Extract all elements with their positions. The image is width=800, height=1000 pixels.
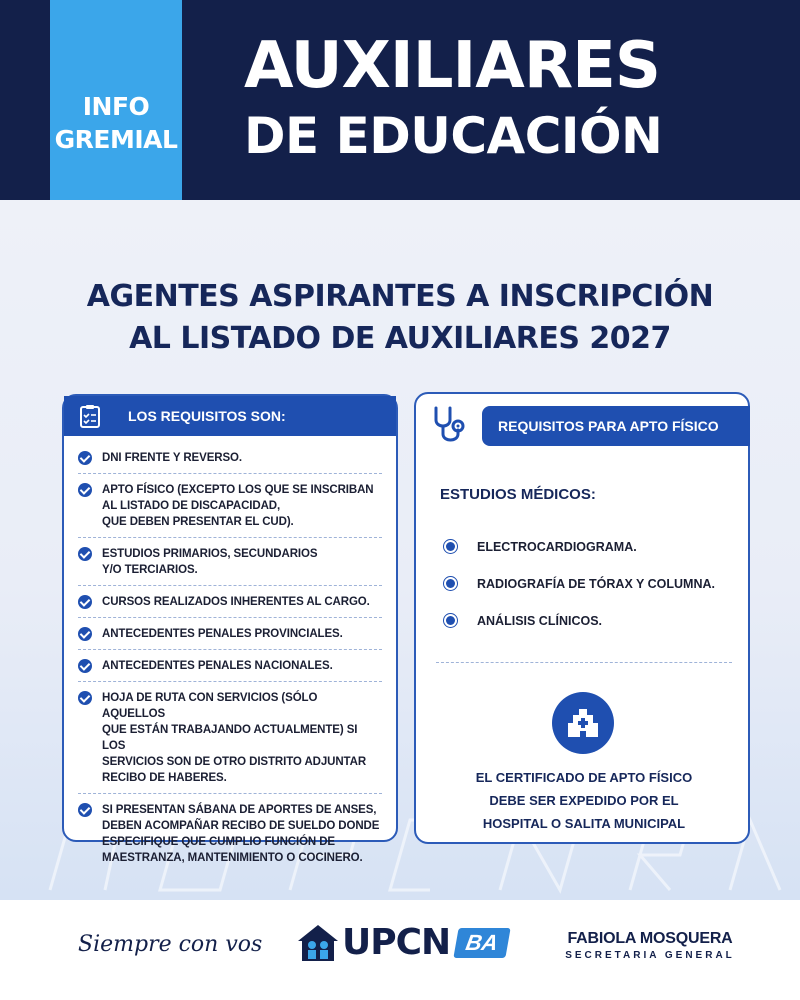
requirement-text: HOJA DE RUTA CON SERVICIOS (SÓLO AQUELLOS QUE ESTÁN TRABAJANDO ACTUALMENTE) SI LOS SERVICIOS SON DE OTRO DISTRITO ADJUNTAR RECIBO DE HABERES. [102, 692, 367, 784]
check-icon [78, 691, 92, 705]
subtitle-line-1: AGENTES ASPIRANTES A INSCRIPCIÓN [86, 279, 714, 314]
requirement-text: SI PRESENTAN SÁBANA DE APORTES DE ANSES, DEBEN ACOMPAÑAR RECIBO DE SUELDO DONDE ESPECIFIQUE QUE CUMPLIO FUNCIÓN DE MAESTRANZA, MANTENIMIENTO O COCINERO. [102, 804, 380, 864]
logo-badge: BA [454, 928, 511, 958]
cert-line-1: EL CERTIFICADO DE APTO FÍSICO [475, 770, 693, 785]
upcn-logo [296, 922, 508, 963]
check-icon [78, 803, 92, 817]
list-item [78, 586, 382, 618]
signature-block [560, 930, 740, 961]
requirement-text: CURSOS REALIZADOS INHERENTES AL CARGO. [102, 596, 370, 608]
medical-title-bar [482, 406, 750, 446]
page-title [244, 28, 662, 168]
requirements-title: LOS REQUISITOS SON: [128, 408, 286, 424]
medical-title: REQUISITOS PARA APTO FÍSICO [498, 418, 719, 434]
list-item [78, 442, 382, 474]
tag-text [50, 90, 182, 156]
signer-role: SECRETARIA GENERAL [565, 950, 735, 961]
bullet-icon [446, 579, 455, 588]
requirements-list [64, 436, 396, 873]
subtitle-line-2: AL LISTADO DE AUXILIARES 2027 [129, 321, 671, 356]
study-text: ANÁLISIS CLÍNICOS. [477, 613, 603, 628]
cert-line-3: HOSPITAL O SALITA MUNICIPAL [482, 816, 686, 831]
tag-line-1: INFO [82, 92, 150, 121]
check-icon [78, 483, 92, 497]
bullet-icon [446, 616, 455, 625]
upcn-house-icon [296, 923, 340, 963]
title-line-1: AUXILIARES [244, 29, 660, 103]
study-text: RADIOGRAFÍA DE TÓRAX Y COLUMNA. [477, 576, 715, 591]
list-item [78, 474, 382, 538]
studies-list [446, 528, 715, 639]
logo-text: UPCN [342, 922, 451, 963]
slogan: Siempre con vos [78, 932, 263, 957]
list-item [446, 602, 715, 639]
hospital-icon [552, 692, 614, 754]
list-item [78, 794, 382, 873]
studies-title: ESTUDIOS MÉDICOS: [440, 486, 596, 503]
study-text: ELECTROCARDIOGRAMA. [477, 539, 637, 554]
subtitle [0, 276, 800, 360]
requirement-text: ANTECEDENTES PENALES PROVINCIALES. [102, 628, 343, 640]
certificate-note [416, 766, 752, 835]
list-item [78, 650, 382, 682]
bullet-icon [446, 542, 455, 551]
stethoscope-icon [428, 404, 472, 448]
medical-card [414, 392, 750, 844]
check-icon [78, 451, 92, 465]
check-icon [78, 627, 92, 641]
list-item [446, 565, 715, 602]
footer [0, 900, 800, 1000]
signer-name: FABIOLA MOSQUERA [567, 930, 733, 947]
title-line-2: DE EDUCACIÓN [244, 107, 663, 165]
requirement-text: ESTUDIOS PRIMARIOS, SECUNDARIOS Y/O TERCIARIOS. [102, 548, 318, 576]
medical-header [416, 394, 752, 454]
check-icon [78, 547, 92, 561]
requirement-text: DNI FRENTE Y REVERSO. [102, 452, 242, 464]
requirement-text: ANTECEDENTES PENALES NACIONALES. [102, 660, 333, 672]
requirements-header [64, 396, 396, 436]
check-icon [78, 659, 92, 673]
list-item [78, 538, 382, 586]
requirement-text: APTO FÍSICO (EXCEPTO LOS QUE SE INSCRIBAN AL LISTADO DE DISCAPACIDAD, QUE DEBEN PRESENTAR EL CUD). [102, 484, 374, 528]
list-item [78, 618, 382, 650]
check-icon [78, 595, 92, 609]
requirements-card [62, 394, 398, 864]
list-item [446, 528, 715, 565]
clipboard-icon [78, 403, 102, 429]
divider [436, 662, 732, 663]
tag-line-2: GREMIAL [54, 125, 178, 154]
list-item [78, 682, 382, 794]
cert-line-2: DEBE SER EXPEDIDO POR EL [489, 793, 679, 808]
